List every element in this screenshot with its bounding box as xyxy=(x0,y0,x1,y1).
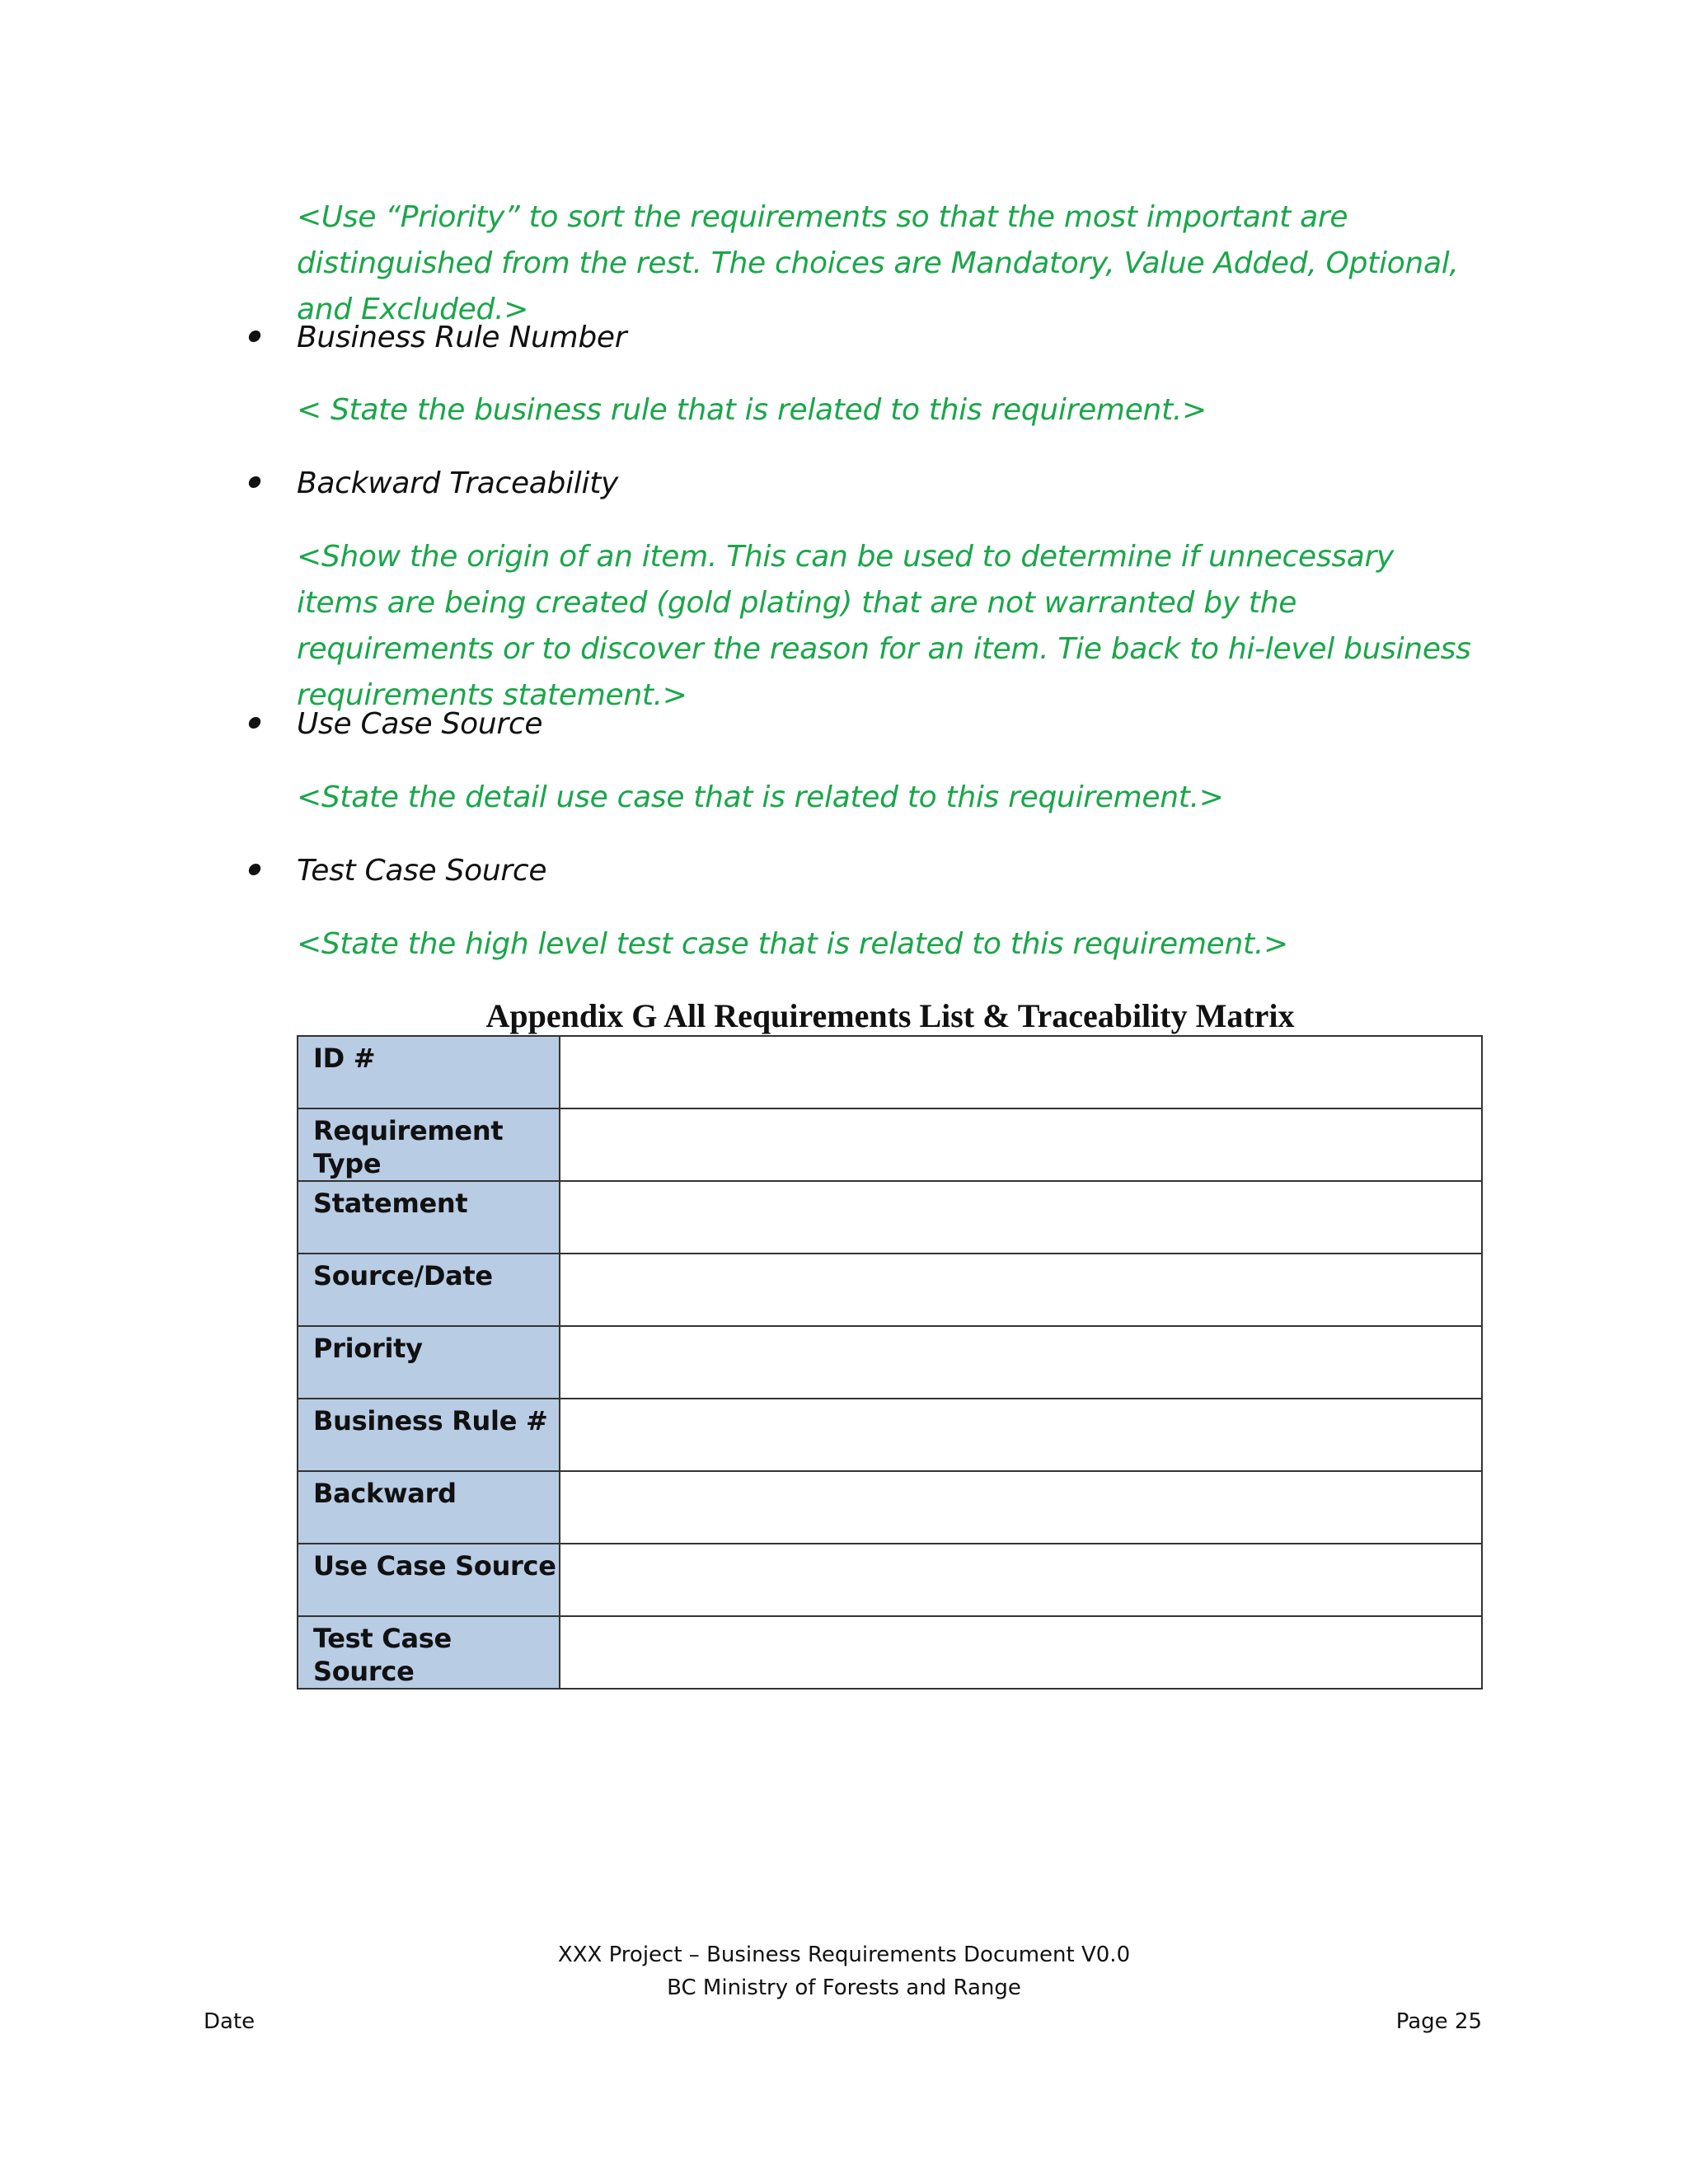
row-label: Statement xyxy=(298,1181,560,1254)
bullet-item-backward-traceability xyxy=(244,461,1480,507)
row-value-cell[interactable] xyxy=(560,1326,1482,1399)
footer-page-number: Page 25 xyxy=(1395,2009,1482,2034)
row-label: Test Case Source xyxy=(298,1616,560,1689)
table-row xyxy=(298,1254,1482,1326)
footer-date: Date xyxy=(204,2009,256,2034)
row-label: Source/Date xyxy=(298,1254,560,1326)
bullet-label: Business Rule Number xyxy=(297,321,627,354)
backward-traceability-guidance-text: <Show the origin of an item. This can be used to determine if unnecessary items are being created (gold plating) that are not warranted by the requirements or to discover the reason for an item. Tie back to hi-level business requirements statement.> xyxy=(297,540,1471,712)
table-row xyxy=(298,1471,1482,1544)
bullet-label: Backward Traceability xyxy=(297,466,619,500)
row-value-cell[interactable] xyxy=(560,1544,1482,1616)
table-row xyxy=(298,1108,1482,1181)
row-label: Use Case Source xyxy=(298,1544,560,1616)
row-value-cell[interactable] xyxy=(560,1181,1482,1254)
table-row xyxy=(298,1326,1482,1399)
use-case-guidance-text: <State the detail use case that is related to this requirement.> xyxy=(297,780,1224,814)
traceability-matrix-table xyxy=(297,1035,1483,1690)
row-label: ID # xyxy=(298,1036,560,1108)
appendix-title: Appendix G All Requirements List & Traceability Matrix xyxy=(485,997,1295,1034)
footer-organization: BC Ministry of Forests and Range xyxy=(667,1975,1021,2000)
bullet-icon xyxy=(248,864,262,875)
row-label: Requirement Type xyxy=(298,1108,560,1181)
table-row xyxy=(298,1544,1482,1616)
row-label: Business Rule # xyxy=(298,1399,560,1471)
bullet-item-use-case-source xyxy=(244,701,1480,748)
row-value-cell[interactable] xyxy=(560,1471,1482,1544)
table-row xyxy=(298,1036,1482,1108)
table-row xyxy=(298,1399,1482,1471)
table-row xyxy=(298,1181,1482,1254)
bullet-item-business-rule-number xyxy=(244,315,1480,361)
test-case-guidance-text: <State the high level test case that is related to this requirement.> xyxy=(297,927,1288,961)
row-value-cell[interactable] xyxy=(560,1254,1482,1326)
bullet-icon xyxy=(248,476,262,488)
bullet-label: Test Case Source xyxy=(297,854,547,888)
bullet-item-test-case-source xyxy=(244,848,1480,894)
row-label: Priority xyxy=(298,1326,560,1399)
row-value-cell[interactable] xyxy=(560,1616,1482,1689)
bullet-label: Use Case Source xyxy=(297,707,543,741)
row-value-cell[interactable] xyxy=(560,1036,1482,1108)
bullet-icon xyxy=(248,717,262,729)
bullet-icon xyxy=(248,330,262,342)
row-label: Backward xyxy=(298,1471,560,1544)
priority-guidance-text: <Use “Priority” to sort the requirements so that the most important are distinguished from the rest. The choices are Mandatory, Value Added, Optional, and Excluded.> xyxy=(297,200,1459,326)
table-row xyxy=(298,1616,1482,1689)
footer-document-title: XXX Project – Business Requirements Document V0.0 xyxy=(557,1943,1131,1967)
business-rule-guidance-text: < State the business rule that is related to this requirement.> xyxy=(297,393,1207,427)
row-value-cell[interactable] xyxy=(560,1108,1482,1181)
row-value-cell[interactable] xyxy=(560,1399,1482,1471)
